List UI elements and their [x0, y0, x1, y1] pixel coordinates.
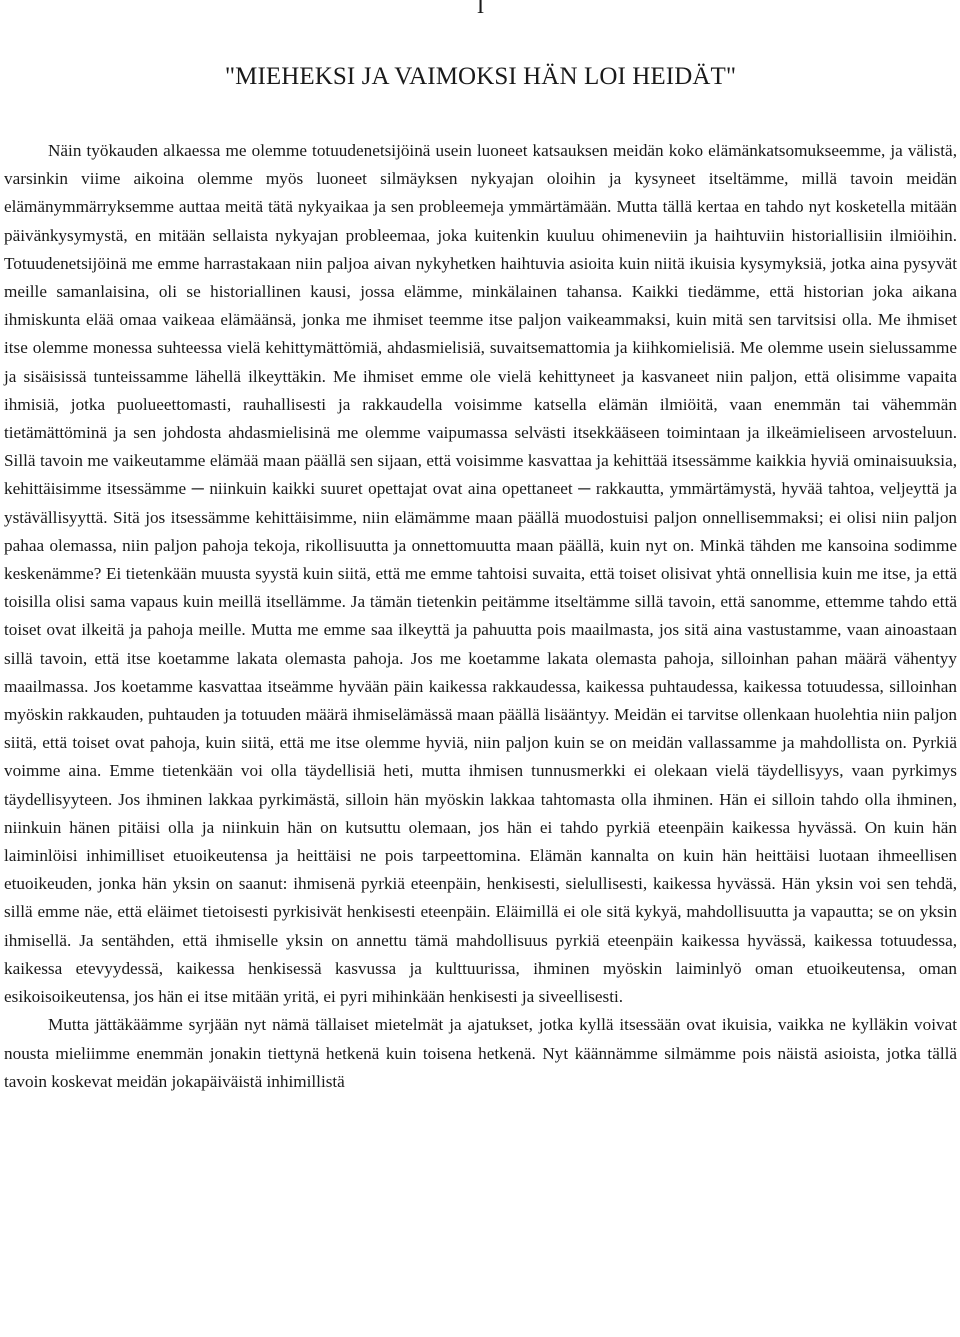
- sentence: Nyt käännämme silmämme pois näistä asioista, jotka tällä tavoin koskevat meidän jokapäiväistä inhimillistä: [4, 1043, 958, 1091]
- body-text: [4, 137, 957, 1096]
- sentence: Mutta tällä kertaa en tahdo nyt kosketella mitään päivänkysymystä, en mitään sellaista nykyajan probleemaa, joka kuitenkin kuuluu ohimeneviin ja haihtuviin historiallisiin ilmiöihin.: [4, 197, 958, 245]
- sentence: Totuudenetsijöinä me emme harrastakaan niin paljoa aivan nykyhetken haihtuvia asioita kuin niitä ikuisia kysymyksiä, jotka aina pysyvät meille samanlaisina, oli se historiallinen kausi, jossa elämme, minkälainen tahansa.: [4, 253, 957, 302]
- sentence: Jos koetamme kasvattaa itseämme hyvään päin kaikessa rakkaudessa, kaikessa puhtaudessa, kaikessa totuudessa, silloinhan myöskin rakkauden, puhtauden ja totuuden määrä ihmiselämässä maan päällä lisääntyy.: [4, 676, 957, 725]
- sentence: Jos me koetamme lakata olemasta pahoja, silloinhan pahan määrä vähentyy maailmassa.: [4, 648, 957, 696]
- sentence: Hän ei silloin tahdo olla ihminen, niinkuin hänen pitäisi olla ja niinkuin hän on kutsuttu olemaan, jos hän ei tahdo pyrkiä eteenpäin kaikessa hyvässä.: [4, 789, 958, 837]
- sentence: Mutta me emme saa ilkeyttä ja pahuutta pois maailmasta, jos sitä aina vastustamme, vaan ainoastaan sillä tavoin, että itse koetamme lakata olemasta pahoja.: [4, 620, 958, 668]
- sentence: Mutta jättäkäämme syrjään nyt nämä tällaiset mietelmät ja ajatukset, jotka kyllä itsessään ovat ikuisia, vaikka ne kylläkin voivat nousta mieliimme enemmän jonakin tiettynä hetkenä kuin toisena hetkenä.: [4, 1015, 957, 1063]
- chapter-title: "MIEHEKSI JA VAIMOKSI HÄN LOI HEIDÄT": [224, 63, 737, 90]
- sentence: Elämän kannalta on kuin hän heittäisi luotaan ihmeellisen etuoikeuden, jonka hän yksin on saanut: ihmisenä pyrkiä eteenpäin, henkisesti, sielullisesti, kaikessa hyvässä.: [4, 846, 957, 894]
- sentence: Minkä tähden me kansoina sodimme keskenämme?: [4, 535, 957, 584]
- sentence: On kuin hän laiminlöisi inhimilliset etuoikeutensa ja heittäisi ne pois tarpeettomina.: [4, 817, 957, 866]
- sentence: Ja tämän tietenkin peitämme itseltämme sillä tavoin, että sanomme, ettemme tahdo että toiset ovat ilkeitä ja pahoja meille.: [4, 592, 957, 640]
- sentence: Emme tietenkään voi olla täydellisiä heti, mutta ihmisen tunnusmerkki ei olekaan vielä täydellisyys, vaan pyrkimys täydellisyyteen.: [4, 761, 957, 809]
- sentence: Hän yksin voi sen tehdä, sillä emme näe, että eläimet tietoisesti pyrkisivät henkisesti eteenpäin.: [4, 874, 958, 922]
- sentence: Me olemme usein sielussamme ja sisäisissä tunteissamme lähellä ilkeyttäkin.: [4, 338, 958, 386]
- paragraph-1: [4, 137, 957, 1011]
- sentence: Näin työkauden alkaessa me olemme totuudenetsijöinä usein luoneet katsauksen meidän koko elämänkatsomukseemme, ja välistä, varsinkin viime aikoina olemme myös luoneet silmäyksen nykyajan oloihin ja kysyneet itseltämme, millä tavoin meidän elämänymmärryksemme auttaa meitä tätä nykyaikaa ja sen probleemeja ymmärtämään.: [4, 141, 957, 217]
- sentence: Sillä tavoin me vaikeutamme elämää maan päällä sen sijaan, että voisimme kasvattaa ja kehittää itsessämme kaikkia hyviä ominaisuuksia, kehittäisimme itsessämme ─ niinkuin kaikki suuret opettajat ovat aina opettaneet ─ rakkautta, ymmärtämystä, hyvää tahtoa, veljeyttä ja ystävällisyyttä.: [4, 451, 957, 527]
- paragraph-2: [4, 1011, 957, 1096]
- sentence: Pyrkiä voimme aina.: [4, 733, 957, 781]
- sentence: Me ihmiset emme ole vielä kehittyneet ja kasvaneet niin paljon, että olisimme vapaita ihmisiä, jotka puolueettomasti, rauhallisesti ja rakkaudella voisimme katsella elämän ilmiöitä, vaan enemmän tai vähemmän tietämättöminä ja sen johdosta ahdasmielisinä me olemme vaipumassa selvästi itsekkääseen toimintaan ja ilkeämieliseen arvosteluun.: [4, 366, 957, 443]
- sentence: Me ihmiset itse olemme monessa suhteessa vielä kehittymättömiä, ahdasmielisiä, suvaitsemattomia ja kiihkomielisiä.: [4, 310, 957, 358]
- chapter-number: I: [476, 0, 485, 18]
- sentence: Ja sentähden, että ihmiselle yksin on annettu tämä mahdollisuus pyrkiä eteenpäin kaikessa hyvässä, kaikessa totuudessa, kaikessa etevyydessä, kaikessa henkisessä kasvussa ja kulttuurissa, ihminen myöskin laiminlyö oman etuoikeutensa, oman esikoisoikeutensa, jos hän ei itse mitään yritä, ei pyri mihinkään henkisesti ja siveellisesti.: [4, 930, 958, 1007]
- sentence: Sitä jos itsessämme kehittäisimme, niin elämämme maan päällä muodostuisi paljon onnellisemmaksi; ei olisi niin paljon pahaa olemassa, niin paljon pahoja tekoja, rikollisuutta ja onnettomuutta maan päällä, kuin nyt on.: [4, 507, 958, 555]
- sentence: Meidän ei tarvitse ollenkaan huolehtia niin paljon siitä, että toiset ovat pahoja, kuin siitä, että me itse olemme hyviä, niin paljon kuin se on meidän vallassamme ja mahdollista on.: [4, 705, 957, 753]
- sentence: Kaikki tiedämme, että historian joka aikana ihmiskunta elää omaa vaikeaa elämäänsä, jonka me ihmiset teemme itse paljon vaikeammaksi, kuin mitä sen tarvitsisi olla.: [4, 282, 957, 330]
- sentence: Ei tietenkään muusta syystä kuin siitä, että me emme tahtoisi suvaita, että toiset olisivat yhtä onnellisia kuin me itse, ja että toisilla olisi sama vapaus kuin meillä itsellämme.: [4, 564, 958, 612]
- sentence: Jos ihminen lakkaa pyrkimästä, silloin hän myöskin lakkaa tahtomasta olla ihminen.: [118, 789, 714, 809]
- sentence: Eläimillä ei ole sitä kykyä, mahdollisuutta ja vapautta; se on yksin ihmisellä.: [4, 902, 958, 950]
